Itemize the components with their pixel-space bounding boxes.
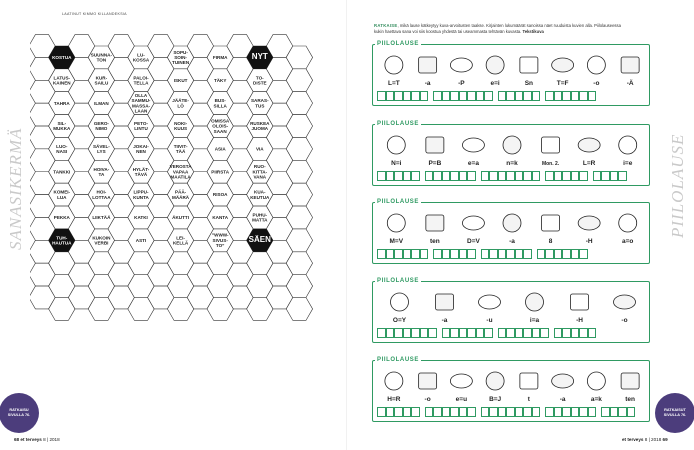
rebus-picture-icon	[621, 57, 639, 73]
rebus-picture-icon	[450, 58, 472, 72]
answer-cell[interactable]	[506, 407, 515, 417]
hex-clue: PEKKA	[53, 215, 70, 221]
answer-cell[interactable]	[420, 91, 429, 101]
hex-clue: SARAS-TUS	[250, 98, 269, 109]
instructions-text: , mikä lause kätkeytyy kuva-arvoitusten taakse. Kirjainten lukumäärät sanoissa näet ruuduista kuvien alla. Piilolauseessa kukin haettava sana voi siis koostua yhdestä tai useammasta tehtävän kuvasta.	[374, 23, 621, 34]
right-side-label: PIILOLAUSE	[668, 133, 687, 238]
rebus-clue: -H	[585, 238, 593, 245]
rebus-picture-icon	[520, 373, 538, 389]
answer-cell[interactable]	[411, 249, 420, 259]
rebus-clue: e=a	[467, 160, 479, 167]
rebus-picture-icon	[619, 136, 637, 154]
hex-clue: TANKKI	[53, 169, 71, 175]
rebus-picture-icon	[526, 293, 544, 311]
answer-row	[377, 249, 588, 259]
hex-clue: RUO-KITTA-VANA	[252, 164, 268, 180]
answer-cell[interactable]	[433, 249, 442, 259]
hex-clue: OLLA SAMMU-MASSA-LAAN	[131, 92, 151, 114]
hex-clue: KUKOIN VERBI	[92, 235, 111, 246]
rebus-clue: e=u	[455, 396, 468, 403]
right-solution-badge-text: RATKAISUT SIVULLA 76.	[663, 408, 687, 417]
answer-cell[interactable]	[523, 91, 532, 101]
hex-clue: SÄVEL-LYS	[92, 143, 110, 155]
answer-cell[interactable]	[442, 407, 451, 417]
answer-cell[interactable]	[571, 249, 580, 259]
rebus-clue: i=e	[623, 160, 633, 167]
answer-cell[interactable]	[394, 328, 403, 338]
answer-cell[interactable]	[403, 171, 412, 181]
answer-cell[interactable]	[442, 91, 451, 101]
hex-clue: VIA	[255, 146, 264, 152]
answer-cell[interactable]	[394, 249, 403, 259]
answer-row	[377, 328, 596, 338]
answer-cell[interactable]	[411, 328, 420, 338]
hex-clue: PIIRSTA	[211, 169, 230, 175]
answer-cell[interactable]	[601, 407, 610, 417]
hex-clue: FIRMA	[212, 55, 228, 61]
answer-cell[interactable]	[386, 249, 395, 259]
right-folio-magazine: et terveys	[622, 437, 644, 442]
instructions-source: Tekstikuva	[522, 28, 544, 34]
answer-cell[interactable]	[532, 328, 541, 338]
left-side-label: SANASIKERMÄ	[6, 127, 25, 250]
answer-cell[interactable]	[450, 171, 459, 181]
answer-cell[interactable]	[562, 328, 571, 338]
rebus-picture-icon	[520, 57, 538, 73]
answer-cell[interactable]	[489, 249, 498, 259]
answer-cell[interactable]	[515, 328, 524, 338]
answer-cell[interactable]	[554, 171, 563, 181]
rebus-picture-icon	[542, 137, 560, 153]
rebus-clue: ten	[429, 238, 440, 245]
left-folio-number: 68	[14, 437, 20, 442]
rebus-picture-icon	[450, 374, 472, 388]
hex-clue: SOPU-SOIN-TUINEN	[172, 49, 190, 66]
answer-cell[interactable]	[386, 407, 395, 417]
answer-row	[377, 407, 635, 417]
answer-cell[interactable]	[428, 328, 437, 338]
answer-cell[interactable]	[571, 407, 580, 417]
hex-clue: HYLÄT-TÄVÄ	[132, 166, 150, 177]
rebus-clue: B=J	[489, 396, 502, 403]
answer-cell[interactable]	[467, 249, 476, 259]
rebus-clue: -a	[441, 317, 448, 324]
answer-cell[interactable]	[481, 407, 490, 417]
hex-clue: OMISSA OLOIS-SAAN	[211, 118, 230, 134]
answer-cell[interactable]	[610, 407, 619, 417]
answer-cell[interactable]	[467, 91, 476, 101]
answer-cell[interactable]	[386, 171, 395, 181]
rebus-clue: t	[527, 396, 530, 403]
rebus-picture-icon	[385, 56, 403, 74]
rebus-pictures	[377, 286, 647, 326]
answer-cell[interactable]	[523, 407, 532, 417]
answer-cell[interactable]	[537, 249, 546, 259]
answer-cell[interactable]	[442, 171, 451, 181]
hex-clue: LEI-KELLÄ	[172, 235, 189, 246]
answer-cell[interactable]	[562, 91, 571, 101]
hex-clue: TIIVIT-TÄÄ	[173, 143, 188, 155]
rebus-picture-icon	[462, 138, 484, 152]
rebus-picture-icon	[385, 372, 403, 390]
answer-cell[interactable]	[450, 328, 459, 338]
answer-cell[interactable]	[386, 328, 395, 338]
hex-clue: KUA-KEUTUA	[250, 189, 270, 200]
rebus-picture-icon	[503, 136, 521, 154]
rebus-picture-icon	[621, 373, 639, 389]
answer-cell[interactable]	[386, 91, 395, 101]
hex-clue: RISOA	[212, 192, 228, 198]
hex-clue: LATUS-KAINEN	[52, 75, 71, 86]
hex-clue: ÄKUTTI	[172, 215, 190, 221]
rebus-title: PIILOLAUSE	[377, 41, 420, 47]
answer-cell[interactable]	[554, 91, 563, 101]
answer-cell[interactable]	[554, 249, 563, 259]
rebus-clue: Sn	[524, 80, 534, 87]
puzzle-author-header: LAATINUT KIMMO KILLANDEKSIA	[62, 12, 127, 16]
hex-clue: LU-KOSSA	[132, 52, 150, 63]
rebus-panel	[372, 278, 650, 343]
hex-clue: TO-DISTE	[253, 75, 267, 86]
right-folio-issue: 8 | 2018	[644, 437, 662, 442]
rebus-clue: i=a	[529, 317, 540, 324]
answer-cell[interactable]	[540, 328, 549, 338]
answer-cell[interactable]	[394, 407, 403, 417]
answer-cell[interactable]	[532, 407, 541, 417]
left-folio	[14, 437, 60, 442]
rebus-clue: -a	[559, 396, 566, 403]
right-solution-badge	[655, 393, 694, 433]
rebus-picture-icon	[419, 57, 437, 73]
answer-cell[interactable]	[532, 171, 541, 181]
rebus-clue: L=R	[582, 160, 596, 167]
answer-cell[interactable]	[377, 407, 386, 417]
hex-clue: ”WWW-SIVUS-TO”	[211, 232, 229, 249]
answer-cell[interactable]	[442, 328, 451, 338]
rebus-clue: N=i	[391, 160, 402, 167]
rebus-picture-icon	[587, 56, 605, 74]
rebus-picture-icon	[486, 372, 504, 390]
left-solution-badge	[0, 393, 39, 433]
answer-cell[interactable]	[489, 171, 498, 181]
answer-cell[interactable]	[498, 407, 507, 417]
right-folio-number: 69	[662, 437, 668, 442]
rebus-picture-icon	[578, 138, 600, 152]
answer-cell[interactable]	[377, 91, 386, 101]
answer-cell[interactable]	[403, 328, 412, 338]
hex-clue: VEROSTA VAPAA MAATILA	[169, 164, 192, 180]
rebus-panel	[372, 357, 650, 422]
answer-cell[interactable]	[588, 328, 597, 338]
answer-cell[interactable]	[498, 91, 507, 101]
rebus-clue: ten	[625, 396, 635, 403]
rebus-pictures	[377, 129, 647, 169]
answer-cell[interactable]	[627, 407, 636, 417]
rebus-picture-icon	[436, 294, 454, 310]
rebus-clue: -a	[424, 80, 431, 87]
rebus-picture-icon	[503, 214, 521, 232]
answer-cell[interactable]	[425, 407, 434, 417]
hex-clue: BUS-SILLA	[213, 98, 227, 109]
rebus-clue: 8	[548, 238, 553, 245]
answer-cell[interactable]	[588, 407, 597, 417]
hex-clue: ASIA	[214, 146, 226, 152]
rebus-clue: a=o	[622, 238, 634, 245]
rebus-clue: -o	[621, 317, 628, 324]
answer-cell[interactable]	[506, 328, 515, 338]
answer-cell[interactable]	[459, 249, 468, 259]
answer-cell[interactable]	[545, 407, 554, 417]
hex-clue: PUHU-MATTA	[252, 212, 268, 223]
answer-cell[interactable]	[498, 328, 507, 338]
answer-cell[interactable]	[476, 91, 485, 101]
answer-cell[interactable]	[571, 328, 580, 338]
rebus-pictures	[377, 207, 647, 247]
answer-cell[interactable]	[515, 249, 524, 259]
instructions-label: RATKAISE	[374, 23, 398, 28]
answer-cell[interactable]	[394, 91, 403, 101]
rebus-picture-icon	[552, 374, 574, 388]
answer-cell[interactable]	[467, 171, 476, 181]
answer-cell[interactable]	[489, 407, 498, 417]
answer-cell[interactable]	[579, 249, 588, 259]
answer-cell[interactable]	[459, 91, 468, 101]
answer-cell[interactable]	[450, 249, 459, 259]
answer-cell[interactable]	[506, 171, 515, 181]
hex-clue: TÄKY	[213, 77, 227, 83]
rebus-picture-icon	[542, 215, 560, 231]
rebus-clue: -H	[576, 317, 583, 324]
right-folio	[622, 437, 668, 442]
hex-clue: SUUNNA-TON	[90, 52, 112, 63]
hex-clue: TUH-HAUTUA	[52, 235, 72, 246]
hex-word-grid[interactable]	[30, 34, 330, 429]
answer-cell[interactable]	[403, 91, 412, 101]
answer-cell[interactable]	[579, 91, 588, 101]
rebus-picture-icon	[387, 136, 405, 154]
rebus-title: PIILOLAUSE	[377, 199, 420, 205]
hex-clue: PALOI-TELLA	[133, 75, 149, 86]
hex-clue: GERO-NIMO	[93, 121, 109, 132]
answer-cell[interactable]	[450, 91, 459, 101]
rebus-clue: e=i	[490, 80, 500, 87]
rebus-clue: D=V	[467, 238, 480, 245]
answer-cell[interactable]	[481, 171, 490, 181]
answer-cell[interactable]	[484, 328, 493, 338]
rebus-clue: Mon. 2.	[541, 161, 560, 167]
answer-cell[interactable]	[411, 407, 420, 417]
answer-cell[interactable]	[420, 328, 429, 338]
rebus-picture-icon	[426, 137, 444, 153]
answer-cell[interactable]	[498, 171, 507, 181]
rebus-panel	[372, 121, 650, 186]
answer-cell[interactable]	[523, 328, 532, 338]
rebus-picture-icon	[479, 295, 501, 309]
answer-cell[interactable]	[515, 91, 524, 101]
rebus-title: PIILOLAUSE	[377, 357, 420, 363]
answer-cell[interactable]	[377, 249, 386, 259]
hex-clue: PETO-LINTU	[134, 121, 148, 132]
answer-cell[interactable]	[459, 171, 468, 181]
answer-cell[interactable]	[498, 249, 507, 259]
rebus-clue: a=k	[590, 396, 602, 403]
answer-cell[interactable]	[610, 171, 619, 181]
answer-cell[interactable]	[467, 407, 476, 417]
hex-clue: KUR-SAILU	[94, 75, 109, 86]
hex-clue: TAHRA	[53, 100, 70, 106]
answer-cell[interactable]	[403, 407, 412, 417]
answer-cell[interactable]	[532, 91, 541, 101]
hex-clue: NYT	[251, 52, 268, 62]
answer-cell[interactable]	[579, 407, 588, 417]
hex-clue: SÄEN	[248, 234, 271, 244]
hex-clue: LIPPU-KUNTA	[133, 189, 149, 200]
hex-clue: KOSTUA	[52, 55, 72, 61]
rebus-clue: T=F	[556, 80, 569, 87]
answer-cell[interactable]	[459, 407, 468, 417]
rebus-clue: -Ä	[626, 80, 634, 87]
rebus-panel	[372, 41, 650, 106]
answer-cell[interactable]	[484, 91, 493, 101]
rebus-title: PIILOLAUSE	[377, 121, 420, 127]
answer-cell[interactable]	[377, 328, 386, 338]
answer-cell[interactable]	[554, 328, 563, 338]
rebus-clue: -o	[424, 396, 431, 403]
hex-clue: RUSKEA JUOMA	[250, 121, 270, 132]
answer-cell[interactable]	[481, 249, 490, 259]
hex-clue: KOMEI-LUA	[53, 189, 71, 200]
hex-clue: JÄÄTE-LÖ	[172, 98, 189, 109]
answer-cell[interactable]	[601, 171, 610, 181]
rebus-clue: n=k	[506, 160, 518, 167]
answer-cell[interactable]	[562, 171, 571, 181]
left-folio-magazine: et terveys	[20, 437, 42, 442]
left-solution-badge-text: RATKAISU SIVULLA 76.	[7, 408, 31, 417]
answer-cell[interactable]	[579, 328, 588, 338]
rebus-picture-icon	[587, 372, 605, 390]
rebus-picture-icon	[614, 295, 636, 309]
answer-cell[interactable]	[459, 328, 468, 338]
rebus-title: PIILOLAUSE	[377, 278, 420, 284]
answer-cell[interactable]	[579, 171, 588, 181]
answer-cell[interactable]	[571, 171, 580, 181]
rebus-clue: M=V	[389, 238, 404, 245]
answer-cell[interactable]	[433, 407, 442, 417]
answer-row	[377, 171, 627, 181]
answer-cell[interactable]	[554, 407, 563, 417]
answer-cell[interactable]	[403, 249, 412, 259]
rebus-picture-icon	[486, 56, 504, 74]
answer-cell[interactable]	[425, 171, 434, 181]
rebus-clue: H=R	[387, 396, 401, 403]
answer-cell[interactable]	[377, 171, 386, 181]
hex-clue: KATKI	[134, 215, 148, 221]
answer-cell[interactable]	[433, 91, 442, 101]
rebus-clue: O=Y	[392, 317, 407, 324]
hex-clue: SIL-MUKKA	[53, 121, 71, 132]
answer-cell[interactable]	[506, 249, 515, 259]
answer-cell[interactable]	[523, 249, 532, 259]
rebus-clue: -u	[486, 317, 493, 324]
answer-cell[interactable]	[562, 407, 571, 417]
hex-clue: LUO-NASI	[56, 143, 68, 155]
hex-clue: HOIVA-TA	[93, 166, 110, 177]
rebus-picture-icon	[619, 214, 637, 232]
hex-clue: ASTI	[135, 237, 147, 243]
hex-clue: ISKUT	[173, 77, 188, 83]
answer-cell[interactable]	[450, 407, 459, 417]
answer-cell[interactable]	[411, 91, 420, 101]
rebus-picture-icon	[462, 216, 484, 230]
hex-clue: ILMAN	[94, 100, 109, 106]
answer-cell[interactable]	[562, 249, 571, 259]
answer-cell[interactable]	[433, 171, 442, 181]
rebus-picture-icon	[426, 215, 444, 231]
answer-cell[interactable]	[545, 171, 554, 181]
answer-cell[interactable]	[515, 171, 524, 181]
rebus-picture-icon	[387, 214, 405, 232]
answer-cell[interactable]	[545, 91, 554, 101]
rebus-clue: -a	[509, 238, 515, 245]
rebus-clue: P=B	[428, 160, 442, 167]
rebus-picture-icon	[391, 293, 409, 311]
rebus-clue: L=T	[388, 80, 400, 87]
rebus-instructions	[374, 23, 624, 34]
hex-clue: KANTA	[212, 215, 229, 221]
answer-cell[interactable]	[618, 171, 627, 181]
answer-cell[interactable]	[476, 328, 485, 338]
answer-cell[interactable]	[618, 407, 627, 417]
left-folio-issue: 8 | 2018	[43, 437, 60, 442]
answer-cell[interactable]	[515, 407, 524, 417]
answer-row	[377, 91, 596, 101]
hex-clue: NOKI-KUUS	[174, 121, 188, 132]
answer-cell[interactable]	[420, 249, 429, 259]
hex-clue: HOI-LOTTAA	[92, 189, 111, 200]
hex-clue: LIIKTÄÄ	[92, 215, 111, 221]
rebus-clue: -o	[593, 80, 600, 87]
rebus-clue: -P	[458, 80, 465, 87]
hex-clue: PÄÄ-MÄÄRÄ	[172, 189, 190, 200]
rebus-picture-icon	[578, 216, 600, 230]
rebus-picture-icon	[571, 294, 589, 310]
rebus-pictures	[377, 49, 647, 89]
answer-cell[interactable]	[442, 249, 451, 259]
answer-cell[interactable]	[394, 171, 403, 181]
answer-cell[interactable]	[545, 249, 554, 259]
rebus-picture-icon	[419, 373, 437, 389]
answer-cell[interactable]	[523, 171, 532, 181]
answer-cell[interactable]	[593, 171, 602, 181]
answer-cell[interactable]	[588, 91, 597, 101]
answer-cell[interactable]	[467, 328, 476, 338]
rebus-picture-icon	[552, 58, 574, 72]
hex-clue: JOKAI-NEN	[133, 143, 149, 155]
answer-cell[interactable]	[506, 91, 515, 101]
answer-cell[interactable]	[571, 91, 580, 101]
rebus-pictures	[377, 365, 647, 405]
answer-cell[interactable]	[411, 171, 420, 181]
rebus-panel	[372, 199, 650, 264]
